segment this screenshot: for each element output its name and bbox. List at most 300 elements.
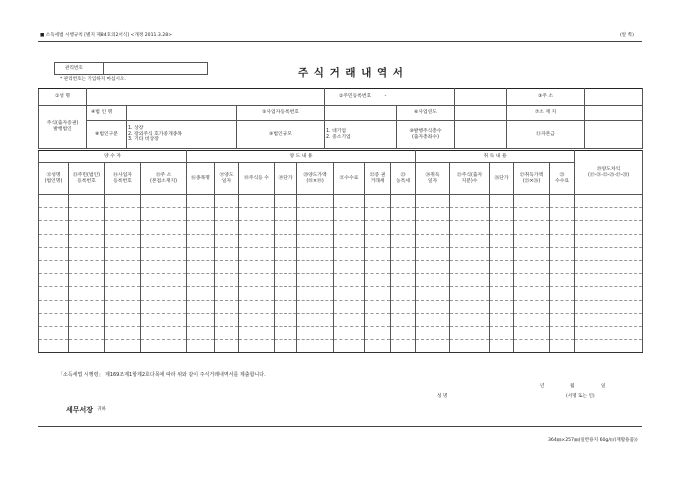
table-cell[interactable] bbox=[215, 208, 239, 221]
sign-note: (서명 또는 인) bbox=[566, 394, 595, 399]
table-row bbox=[39, 195, 643, 208]
table-cell[interactable] bbox=[105, 326, 141, 339]
col-grantee-biz-1: ⑭사업자 bbox=[113, 172, 132, 178]
table-cell[interactable] bbox=[490, 287, 514, 300]
table-cell[interactable] bbox=[275, 195, 297, 208]
table-cell[interactable] bbox=[514, 260, 550, 273]
table-cell[interactable] bbox=[187, 313, 215, 326]
corp-type-option-unlisted[interactable]: 3. 기타 비상장 bbox=[128, 137, 159, 143]
table-cell[interactable] bbox=[514, 247, 550, 260]
table-cell[interactable] bbox=[575, 208, 643, 221]
table-cell[interactable] bbox=[416, 195, 450, 208]
table-cell[interactable] bbox=[490, 247, 514, 260]
table-cell[interactable] bbox=[365, 208, 391, 221]
table-cell[interactable] bbox=[297, 274, 334, 287]
table-cell[interactable] bbox=[334, 274, 365, 287]
table-cell[interactable] bbox=[275, 274, 297, 287]
table-cell[interactable] bbox=[575, 274, 643, 287]
col-acq-date-1: ㉔취득 bbox=[425, 172, 440, 178]
recipient-honorific: 귀하 bbox=[97, 407, 106, 412]
table-cell[interactable] bbox=[239, 221, 275, 234]
table-cell[interactable] bbox=[275, 313, 297, 326]
table-cell[interactable] bbox=[141, 195, 187, 208]
table-cell[interactable] bbox=[239, 247, 275, 260]
table-cell[interactable] bbox=[297, 313, 334, 326]
table-cell[interactable] bbox=[450, 260, 490, 273]
table-cell[interactable] bbox=[39, 300, 69, 313]
table-cell[interactable] bbox=[105, 234, 141, 247]
table-row bbox=[39, 287, 643, 300]
table-cell[interactable] bbox=[39, 234, 69, 247]
table-cell[interactable] bbox=[69, 195, 105, 208]
table-cell[interactable] bbox=[187, 247, 215, 260]
gain-formula: (⑰-㉑-㉒-㉓-㉗-㉘) bbox=[587, 172, 630, 178]
table-cell[interactable] bbox=[141, 287, 187, 300]
table-cell[interactable] bbox=[391, 274, 416, 287]
table-cell[interactable] bbox=[215, 326, 239, 339]
col-acq-qty-1: ㉕주식(출자 bbox=[456, 172, 483, 178]
table-cell[interactable] bbox=[490, 340, 514, 353]
table-cell[interactable] bbox=[334, 234, 365, 247]
mgmt-note: * 관리번호는 기입하지 마십시오. bbox=[60, 77, 126, 82]
resident-no-dash: - bbox=[384, 94, 387, 100]
table-cell[interactable] bbox=[575, 300, 643, 313]
table-cell[interactable] bbox=[514, 208, 550, 221]
table-cell[interactable] bbox=[275, 247, 297, 260]
address-label: ③주 소 bbox=[507, 89, 585, 106]
table-cell[interactable] bbox=[334, 313, 365, 326]
table-cell[interactable] bbox=[575, 326, 643, 339]
table-cell[interactable] bbox=[69, 274, 105, 287]
table-cell[interactable] bbox=[365, 247, 391, 260]
table-cell[interactable] bbox=[391, 300, 416, 313]
resident-no-input[interactable] bbox=[455, 89, 507, 106]
total-shares-label-1: ⑩발행주식총수 bbox=[409, 128, 442, 134]
col-acq-date bbox=[416, 163, 450, 195]
col-grantee-addr-2: (본점소재지) bbox=[150, 178, 177, 184]
table-cell[interactable] bbox=[69, 234, 105, 247]
table-cell[interactable] bbox=[490, 221, 514, 234]
table-cell[interactable] bbox=[275, 326, 297, 339]
law-reference: ■ 소득세법 시행규칙 [별지 제84호의2서식] <개정 2011.3.28> bbox=[40, 33, 172, 38]
filer-name-label: ①성 명 bbox=[39, 89, 87, 106]
col-grantee-id-2: 등록번호 bbox=[77, 178, 96, 184]
table-cell[interactable] bbox=[141, 221, 187, 234]
table-cell[interactable] bbox=[416, 313, 450, 326]
biz-year-input[interactable] bbox=[455, 106, 507, 121]
table-cell[interactable] bbox=[297, 287, 334, 300]
table-cell[interactable] bbox=[334, 208, 365, 221]
date-year: 년 bbox=[540, 384, 545, 389]
table-cell[interactable] bbox=[69, 300, 105, 313]
table-cell[interactable] bbox=[514, 234, 550, 247]
table-cell[interactable] bbox=[215, 247, 239, 260]
table-cell[interactable] bbox=[391, 287, 416, 300]
filer-name-input[interactable] bbox=[87, 89, 325, 106]
corp-name-input[interactable] bbox=[127, 106, 237, 121]
table-cell[interactable] bbox=[575, 340, 643, 353]
table-cell[interactable] bbox=[215, 234, 239, 247]
table-cell[interactable] bbox=[365, 340, 391, 353]
total-shares-label-2: (출자총좌수) bbox=[412, 134, 439, 140]
table-cell[interactable] bbox=[365, 326, 391, 339]
resident-no-label: ②주민등록번호 bbox=[339, 94, 372, 100]
table-cell[interactable] bbox=[391, 234, 416, 247]
signer-input[interactable] bbox=[470, 391, 558, 400]
table-cell[interactable] bbox=[39, 221, 69, 234]
table-cell[interactable] bbox=[365, 234, 391, 247]
transfer-header: 양 도 내 용 bbox=[187, 151, 416, 163]
table-cell[interactable] bbox=[416, 260, 450, 273]
table-cell[interactable] bbox=[215, 274, 239, 287]
table-cell[interactable] bbox=[297, 234, 334, 247]
table-cell[interactable] bbox=[105, 247, 141, 260]
table-cell[interactable] bbox=[550, 208, 575, 221]
col-transfer-other bbox=[391, 163, 416, 195]
table-cell[interactable] bbox=[141, 260, 187, 273]
table-cell[interactable] bbox=[490, 208, 514, 221]
table-cell[interactable] bbox=[450, 340, 490, 353]
col-transfer-amount-2: (⑱×⑲) bbox=[306, 178, 324, 184]
table-cell[interactable] bbox=[39, 326, 69, 339]
table-cell[interactable] bbox=[550, 300, 575, 313]
table-cell[interactable] bbox=[187, 274, 215, 287]
table-cell[interactable] bbox=[69, 326, 105, 339]
table-cell[interactable] bbox=[275, 300, 297, 313]
table-cell[interactable] bbox=[69, 260, 105, 273]
table-row bbox=[39, 274, 643, 287]
corp-type-option-otc[interactable]: 2. 장외주식 호가중개종목 bbox=[128, 131, 182, 137]
col-grantee-name-1: ⑫성명 bbox=[46, 172, 61, 178]
table-cell[interactable] bbox=[187, 340, 215, 353]
location-input[interactable] bbox=[585, 106, 643, 121]
table-cell[interactable] bbox=[550, 287, 575, 300]
table-row bbox=[39, 234, 643, 247]
table-cell[interactable] bbox=[550, 247, 575, 260]
table-cell[interactable] bbox=[69, 247, 105, 260]
table-cell[interactable] bbox=[416, 326, 450, 339]
table-cell[interactable] bbox=[391, 247, 416, 260]
table-cell[interactable] bbox=[187, 195, 215, 208]
table-cell[interactable] bbox=[334, 326, 365, 339]
table-cell[interactable] bbox=[416, 287, 450, 300]
table-cell[interactable] bbox=[575, 247, 643, 260]
table-cell[interactable] bbox=[105, 340, 141, 353]
corp-scale-option-large[interactable]: 1. 대기업 bbox=[326, 128, 347, 134]
corp-scale-options[interactable] bbox=[325, 121, 397, 149]
table-cell[interactable] bbox=[215, 313, 239, 326]
table-cell[interactable] bbox=[215, 260, 239, 273]
table-cell[interactable] bbox=[275, 208, 297, 221]
col-acq-amount-2: (㉕×㉖) bbox=[522, 178, 541, 184]
table-cell[interactable] bbox=[275, 221, 297, 234]
table-cell[interactable] bbox=[239, 260, 275, 273]
table-cell[interactable] bbox=[297, 221, 334, 234]
table-cell[interactable] bbox=[490, 234, 514, 247]
table-cell[interactable] bbox=[69, 221, 105, 234]
issuer-group-label-2: 발행법인 bbox=[53, 127, 72, 132]
biz-no-label: ⑤사업자등록번호 bbox=[237, 106, 325, 121]
mgmt-input[interactable] bbox=[103, 63, 208, 74]
table-cell[interactable] bbox=[334, 300, 365, 313]
table-cell[interactable] bbox=[416, 274, 450, 287]
table-cell[interactable] bbox=[141, 326, 187, 339]
capital-label: ⑪자본금 bbox=[507, 121, 585, 149]
table-cell[interactable] bbox=[391, 208, 416, 221]
table-cell[interactable] bbox=[39, 274, 69, 287]
col-grantee-name-2: (법인명) bbox=[44, 178, 63, 184]
table-cell[interactable] bbox=[275, 234, 297, 247]
table-cell[interactable] bbox=[575, 234, 643, 247]
table-cell[interactable] bbox=[39, 260, 69, 273]
col-acq-qty-2: 지분)수 bbox=[461, 178, 478, 184]
table-cell[interactable] bbox=[141, 300, 187, 313]
table-cell[interactable] bbox=[416, 221, 450, 234]
table-cell[interactable] bbox=[365, 260, 391, 273]
table-cell[interactable] bbox=[275, 287, 297, 300]
statement-text: 「소득세법 시행령」 제169조제1항제2호다목에 따라 위와 같이 주식거래내역서를 제출합니다. bbox=[58, 372, 266, 378]
corp-name-label: ④법 인 명 bbox=[87, 106, 127, 121]
table-cell[interactable] bbox=[239, 274, 275, 287]
table-cell[interactable] bbox=[239, 234, 275, 247]
table-cell[interactable] bbox=[365, 221, 391, 234]
table-cell[interactable] bbox=[334, 247, 365, 260]
table-cell[interactable] bbox=[416, 340, 450, 353]
table-cell[interactable] bbox=[514, 195, 550, 208]
table-cell[interactable] bbox=[39, 195, 69, 208]
col-transfer-other-1: ㉓ bbox=[400, 172, 406, 178]
table-cell[interactable] bbox=[450, 247, 490, 260]
table-cell[interactable] bbox=[239, 340, 275, 353]
table-cell[interactable] bbox=[69, 287, 105, 300]
corp-scale-option-sme[interactable]: 2. 중소기업 bbox=[326, 134, 351, 140]
table-cell[interactable] bbox=[187, 287, 215, 300]
table-cell[interactable] bbox=[550, 274, 575, 287]
col-transfer-fee: ㉑수수료 bbox=[334, 163, 365, 195]
table-cell[interactable] bbox=[450, 300, 490, 313]
table-cell[interactable] bbox=[141, 234, 187, 247]
table-cell[interactable] bbox=[239, 300, 275, 313]
table-cell[interactable] bbox=[514, 274, 550, 287]
col-grantee-addr-1: ⑮주 소 bbox=[155, 172, 172, 178]
table-cell[interactable] bbox=[514, 326, 550, 339]
table-cell[interactable] bbox=[391, 326, 416, 339]
table-cell[interactable] bbox=[550, 260, 575, 273]
table-cell[interactable] bbox=[365, 195, 391, 208]
table-cell[interactable] bbox=[550, 195, 575, 208]
gain-header bbox=[575, 151, 643, 195]
table-cell[interactable] bbox=[550, 326, 575, 339]
gain-label: ㉙양도차익 bbox=[596, 166, 621, 172]
col-acq-amount-1: ㉗취득가액 bbox=[519, 172, 544, 178]
table-cell[interactable] bbox=[69, 340, 105, 353]
table-cell[interactable] bbox=[39, 340, 69, 353]
col-acq-date-2: 일자 bbox=[427, 178, 438, 184]
header-rule bbox=[38, 41, 642, 42]
table-cell[interactable] bbox=[239, 208, 275, 221]
table-cell[interactable] bbox=[450, 221, 490, 234]
biz-no-input[interactable] bbox=[325, 106, 397, 121]
table-cell[interactable] bbox=[416, 300, 450, 313]
col-transfer-date bbox=[215, 163, 239, 195]
table-cell[interactable] bbox=[391, 221, 416, 234]
table-cell[interactable] bbox=[215, 340, 239, 353]
table-cell[interactable] bbox=[105, 195, 141, 208]
table-cell[interactable] bbox=[416, 247, 450, 260]
col-stock-name: ⑯종목명 bbox=[187, 163, 215, 195]
table-cell[interactable] bbox=[105, 300, 141, 313]
table-cell[interactable] bbox=[187, 260, 215, 273]
table-cell[interactable] bbox=[141, 313, 187, 326]
total-shares-label bbox=[397, 121, 455, 149]
table-cell[interactable] bbox=[187, 234, 215, 247]
table-cell[interactable] bbox=[575, 221, 643, 234]
capital-input[interactable] bbox=[585, 121, 643, 149]
table-cell[interactable] bbox=[187, 208, 215, 221]
corp-scale-label: ⑨법인규모 bbox=[237, 121, 325, 149]
table-cell[interactable] bbox=[575, 195, 643, 208]
table-cell[interactable] bbox=[239, 313, 275, 326]
table-cell[interactable] bbox=[39, 247, 69, 260]
table-cell[interactable] bbox=[215, 287, 239, 300]
table-cell[interactable] bbox=[334, 195, 365, 208]
table-cell[interactable] bbox=[105, 260, 141, 273]
table-cell[interactable] bbox=[141, 340, 187, 353]
table-cell[interactable] bbox=[297, 208, 334, 221]
table-cell[interactable] bbox=[215, 195, 239, 208]
col-acq-qty bbox=[450, 163, 490, 195]
grantee-header: 양 수 자 bbox=[39, 151, 187, 163]
table-cell[interactable] bbox=[365, 300, 391, 313]
col-transfer-amount bbox=[297, 163, 334, 195]
table-cell[interactable] bbox=[297, 260, 334, 273]
table-cell[interactable] bbox=[490, 300, 514, 313]
col-transfer-tax-2: 거래세 bbox=[370, 178, 385, 184]
table-cell[interactable] bbox=[215, 300, 239, 313]
table-cell[interactable] bbox=[365, 274, 391, 287]
table-cell[interactable] bbox=[187, 300, 215, 313]
table-cell[interactable] bbox=[275, 340, 297, 353]
table-cell[interactable] bbox=[490, 326, 514, 339]
table-cell[interactable] bbox=[450, 208, 490, 221]
col-acq-fee-2: 수수료 bbox=[555, 178, 569, 184]
col-transfer-tax-1: ㉒증 권 bbox=[369, 172, 386, 178]
table-cell[interactable] bbox=[450, 326, 490, 339]
table-cell[interactable] bbox=[105, 274, 141, 287]
table-cell[interactable] bbox=[391, 195, 416, 208]
table-cell[interactable] bbox=[239, 287, 275, 300]
table-cell[interactable] bbox=[239, 326, 275, 339]
col-transfer-date-1: ⑰양도 bbox=[219, 172, 234, 178]
table-cell[interactable] bbox=[575, 313, 643, 326]
table-cell[interactable] bbox=[450, 287, 490, 300]
table-cell[interactable] bbox=[187, 221, 215, 234]
table-cell[interactable] bbox=[297, 340, 334, 353]
issuer-group-label-1: 주식(출자증권) bbox=[46, 121, 79, 127]
table-cell[interactable] bbox=[105, 287, 141, 300]
table-cell[interactable] bbox=[39, 313, 69, 326]
table-cell[interactable] bbox=[105, 208, 141, 221]
signer-label: 성 명 bbox=[437, 394, 448, 399]
table-cell[interactable] bbox=[450, 234, 490, 247]
table-cell[interactable] bbox=[575, 260, 643, 273]
footer-rule bbox=[38, 426, 642, 427]
corp-type-label: ⑧법인구분 bbox=[87, 121, 127, 149]
table-cell[interactable] bbox=[550, 340, 575, 353]
biz-year-label: ⑥사업연도 bbox=[397, 106, 455, 121]
table-row bbox=[39, 326, 643, 339]
table-cell[interactable] bbox=[69, 208, 105, 221]
table-cell[interactable] bbox=[39, 208, 69, 221]
table-cell[interactable] bbox=[490, 260, 514, 273]
table-cell[interactable] bbox=[275, 260, 297, 273]
table-cell[interactable] bbox=[69, 313, 105, 326]
col-acq-fee bbox=[550, 163, 575, 195]
table-cell[interactable] bbox=[450, 195, 490, 208]
table-cell[interactable] bbox=[105, 221, 141, 234]
table-cell[interactable] bbox=[514, 313, 550, 326]
table-cell[interactable] bbox=[391, 313, 416, 326]
table-cell[interactable] bbox=[514, 221, 550, 234]
table-cell[interactable] bbox=[215, 221, 239, 234]
table-cell[interactable] bbox=[450, 313, 490, 326]
page-label: (앞 쪽) bbox=[620, 33, 634, 38]
table-cell[interactable] bbox=[297, 326, 334, 339]
table-cell[interactable] bbox=[365, 313, 391, 326]
table-cell[interactable] bbox=[550, 313, 575, 326]
table-cell[interactable] bbox=[297, 247, 334, 260]
mgmt-label: 관리번호 bbox=[65, 65, 83, 71]
address-input[interactable] bbox=[585, 89, 643, 106]
table-cell[interactable] bbox=[514, 340, 550, 353]
table-cell[interactable] bbox=[105, 313, 141, 326]
total-shares-input[interactable] bbox=[455, 121, 507, 149]
table-cell[interactable] bbox=[297, 195, 334, 208]
table-row bbox=[39, 247, 643, 260]
table-cell[interactable] bbox=[239, 195, 275, 208]
table-cell[interactable] bbox=[416, 234, 450, 247]
table-cell[interactable] bbox=[334, 340, 365, 353]
corp-type-option-listed[interactable]: 1. 상장 bbox=[128, 126, 144, 132]
table-cell[interactable] bbox=[514, 287, 550, 300]
table-cell[interactable] bbox=[550, 221, 575, 234]
table-cell[interactable] bbox=[416, 208, 450, 221]
table-cell[interactable] bbox=[334, 221, 365, 234]
corp-type-options[interactable] bbox=[127, 121, 237, 149]
paper-spec: 364㎜×257㎜(일반용지 60g/㎡(재활용품)) bbox=[548, 438, 638, 443]
table-cell[interactable] bbox=[490, 313, 514, 326]
table-cell[interactable] bbox=[450, 274, 490, 287]
table-cell[interactable] bbox=[334, 287, 365, 300]
table-cell[interactable] bbox=[391, 260, 416, 273]
table-cell[interactable] bbox=[391, 340, 416, 353]
table-cell[interactable] bbox=[187, 326, 215, 339]
table-cell[interactable] bbox=[550, 234, 575, 247]
table-cell[interactable] bbox=[490, 195, 514, 208]
col-grantee-addr bbox=[141, 163, 187, 195]
table-cell[interactable] bbox=[141, 247, 187, 260]
table-cell[interactable] bbox=[141, 274, 187, 287]
table-cell[interactable] bbox=[141, 208, 187, 221]
table-cell[interactable] bbox=[39, 287, 69, 300]
table-cell[interactable] bbox=[575, 287, 643, 300]
table-cell[interactable] bbox=[334, 260, 365, 273]
table-cell[interactable] bbox=[297, 300, 334, 313]
transaction-table bbox=[38, 150, 643, 353]
table-cell[interactable] bbox=[490, 274, 514, 287]
table-cell[interactable] bbox=[514, 300, 550, 313]
table-cell[interactable] bbox=[365, 287, 391, 300]
